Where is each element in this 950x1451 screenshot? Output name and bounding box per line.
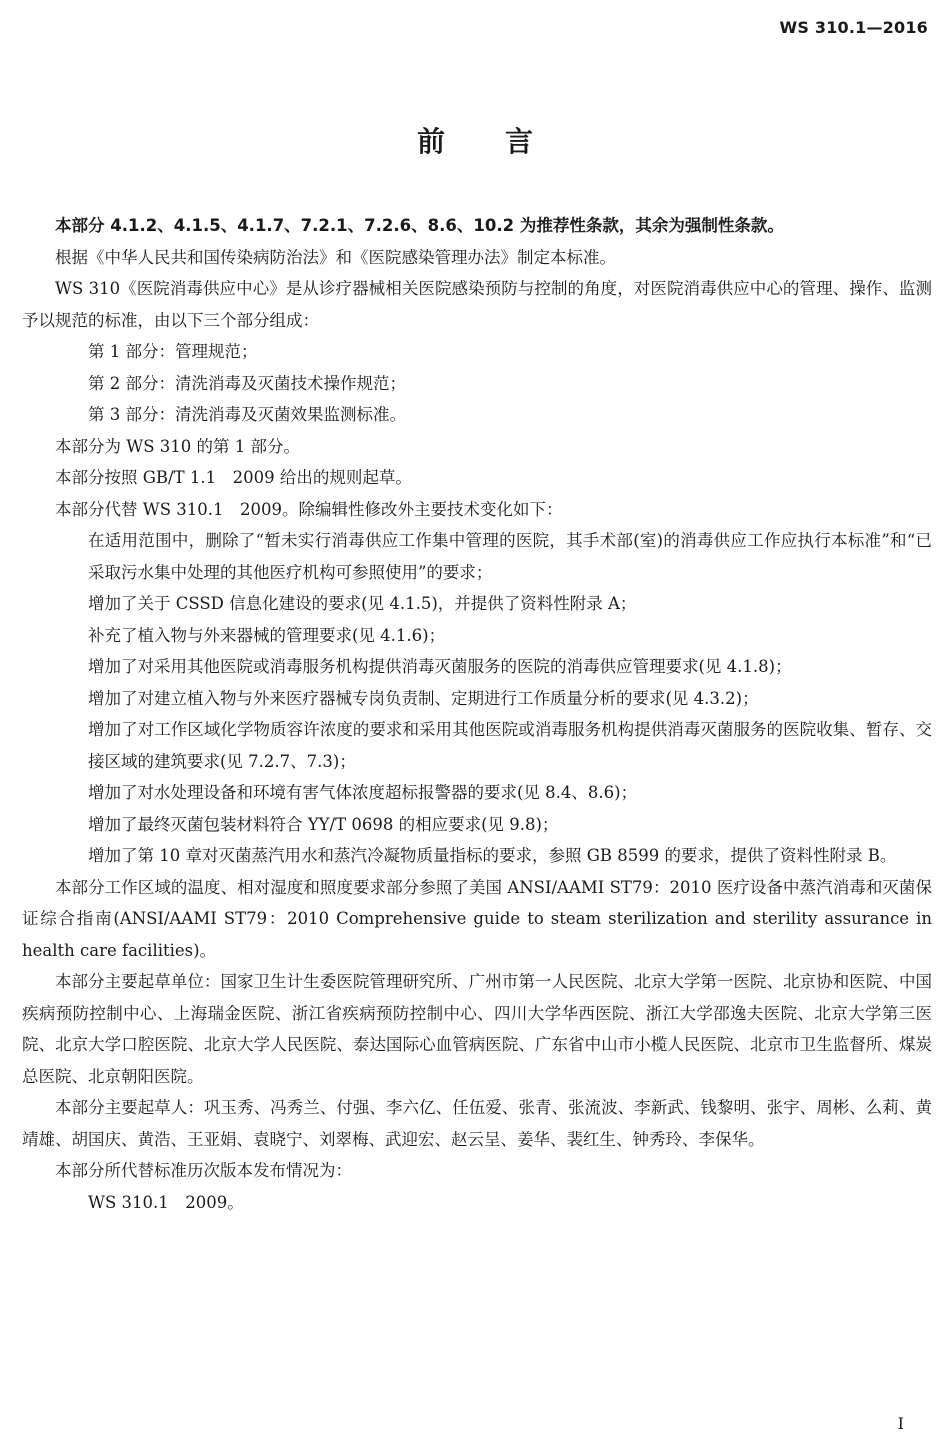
change-item: 增加了对水处理设备和环境有害气体浓度超标报警器的要求(见 8.4、8.6)； (88, 783, 638, 802)
history-item: WS 310.1 2009。 (88, 1192, 244, 1212)
standard-code: WS 310.1—2016 (779, 18, 928, 37)
change-item: 增加了关于 CSSD 信息化建设的要求(见 4.1.5)，并提供了资料性附录 A； (88, 594, 637, 613)
part-item: 第 3 部分：清洗消毒及灭菌效果监测标准。 (88, 405, 406, 424)
drafters-paragraph: 本部分主要起草人：巩玉秀、冯秀兰、付强、李六亿、任伍爱、张青、张流波、李新武、钱黎明、张宇、周彬、么莉、黄靖雄、胡国庆、黄浩、王亚娟、袁晓宁、刘翠梅、武迎宏、赵云呈、姜华、裴红生、钟秀玲、李保华。 (22, 1098, 932, 1149)
page-number: I (897, 1414, 904, 1433)
change-item: 补充了植入物与外来器械的管理要求(见 4.1.6)； (88, 625, 446, 645)
foreword-body (22, 210, 932, 1218)
drafting-rules: 本部分按照 GB/T 1.1 2009 给出的规则起草。 (55, 468, 412, 487)
page-title: 前言 (416, 125, 593, 158)
history-intro: 本部分所代替标准历次版本发布情况为： (55, 1161, 352, 1180)
part-item: 第 2 部分：清洗消毒及灭菌技术操作规范； (88, 373, 406, 393)
change-item: 增加了对建立植入物与外来医疗器械专岗负责制、定期进行工作质量分析的要求(见 4.3.2)； (88, 688, 759, 708)
change-item: 增加了对工作区域化学物质容许浓度的要求和采用其他医院或消毒服务机构提供消毒灭菌服务的医院收集、暂存、交接区域的建筑要求(见 7.2.7、7.3)； (88, 720, 932, 771)
part-item: 第 1 部分：管理规范； (88, 342, 258, 361)
part-statement: 本部分为 WS 310 的第 1 部分。 (55, 436, 300, 456)
change-item: 增加了最终灭菌包装材料符合 YY/T 0698 的相应要求(见 9.8)； (88, 814, 559, 834)
reference-paragraph: 本部分工作区域的温度、相对湿度和照度要求部分参照了美国 ANSI/AAMI ST79：2010 医疗设备中蒸汽消毒和灭菌保证综合指南(ANSI/AAMI ST79：2010 Comprehensive guide to steam sterilization and sterility assurance in health care facilities)。 (22, 877, 932, 960)
recommended-clauses-paragraph: 本部分 4.1.2、4.1.5、4.1.7、7.2.1、7.2.6、8.6、10.2 为推荐性条款，其余为强制性条款。 (55, 216, 784, 235)
structure-paragraph: WS 310《医院消毒供应中心》是从诊疗器械相关医院感染预防与控制的角度，对医院消毒供应中心的管理、操作、监测予以规范的标准，由以下三个部分组成： (22, 279, 932, 330)
drafting-units-paragraph: 本部分主要起草单位：国家卫生计生委医院管理研究所、广州市第一人民医院、北京大学第一医院、北京协和医院、中国疾病预防控制中心、上海瑞金医院、浙江省疾病预防控制中心、四川大学华西医院、浙江大学邵逸夫医院、北京大学第三医院、北京大学口腔医院、北京大学人民医院、泰达国际心血管病医院、广东省中山市小榄人民医院、北京市卫生监督所、煤炭总医院、北京朝阳医院。 (22, 972, 932, 1086)
legal-basis-paragraph: 根据《中华人民共和国传染病防治法》和《医院感染管理办法》制定本标准。 (55, 247, 616, 267)
replacement-statement: 本部分代替 WS 310.1 2009。除编辑性修改外主要技术变化如下： (55, 499, 563, 519)
change-item: 在适用范围中，删除了“暂未实行消毒供应工作集中管理的医院，其手术部(室)的消毒供应工作应执行本标准”和“已采取污水集中处理的其他医疗机构可参照使用”的要求； (88, 531, 932, 582)
change-item: 增加了对采用其他医院或消毒服务机构提供消毒灭菌服务的医院的消毒供应管理要求(见 4.1.8)； (88, 657, 792, 676)
change-item: 增加了第 10 章对灭菌蒸汽用水和蒸汽冷凝物质量指标的要求，参照 GB 8599 的要求，提供了资料性附录 B。 (88, 846, 897, 865)
